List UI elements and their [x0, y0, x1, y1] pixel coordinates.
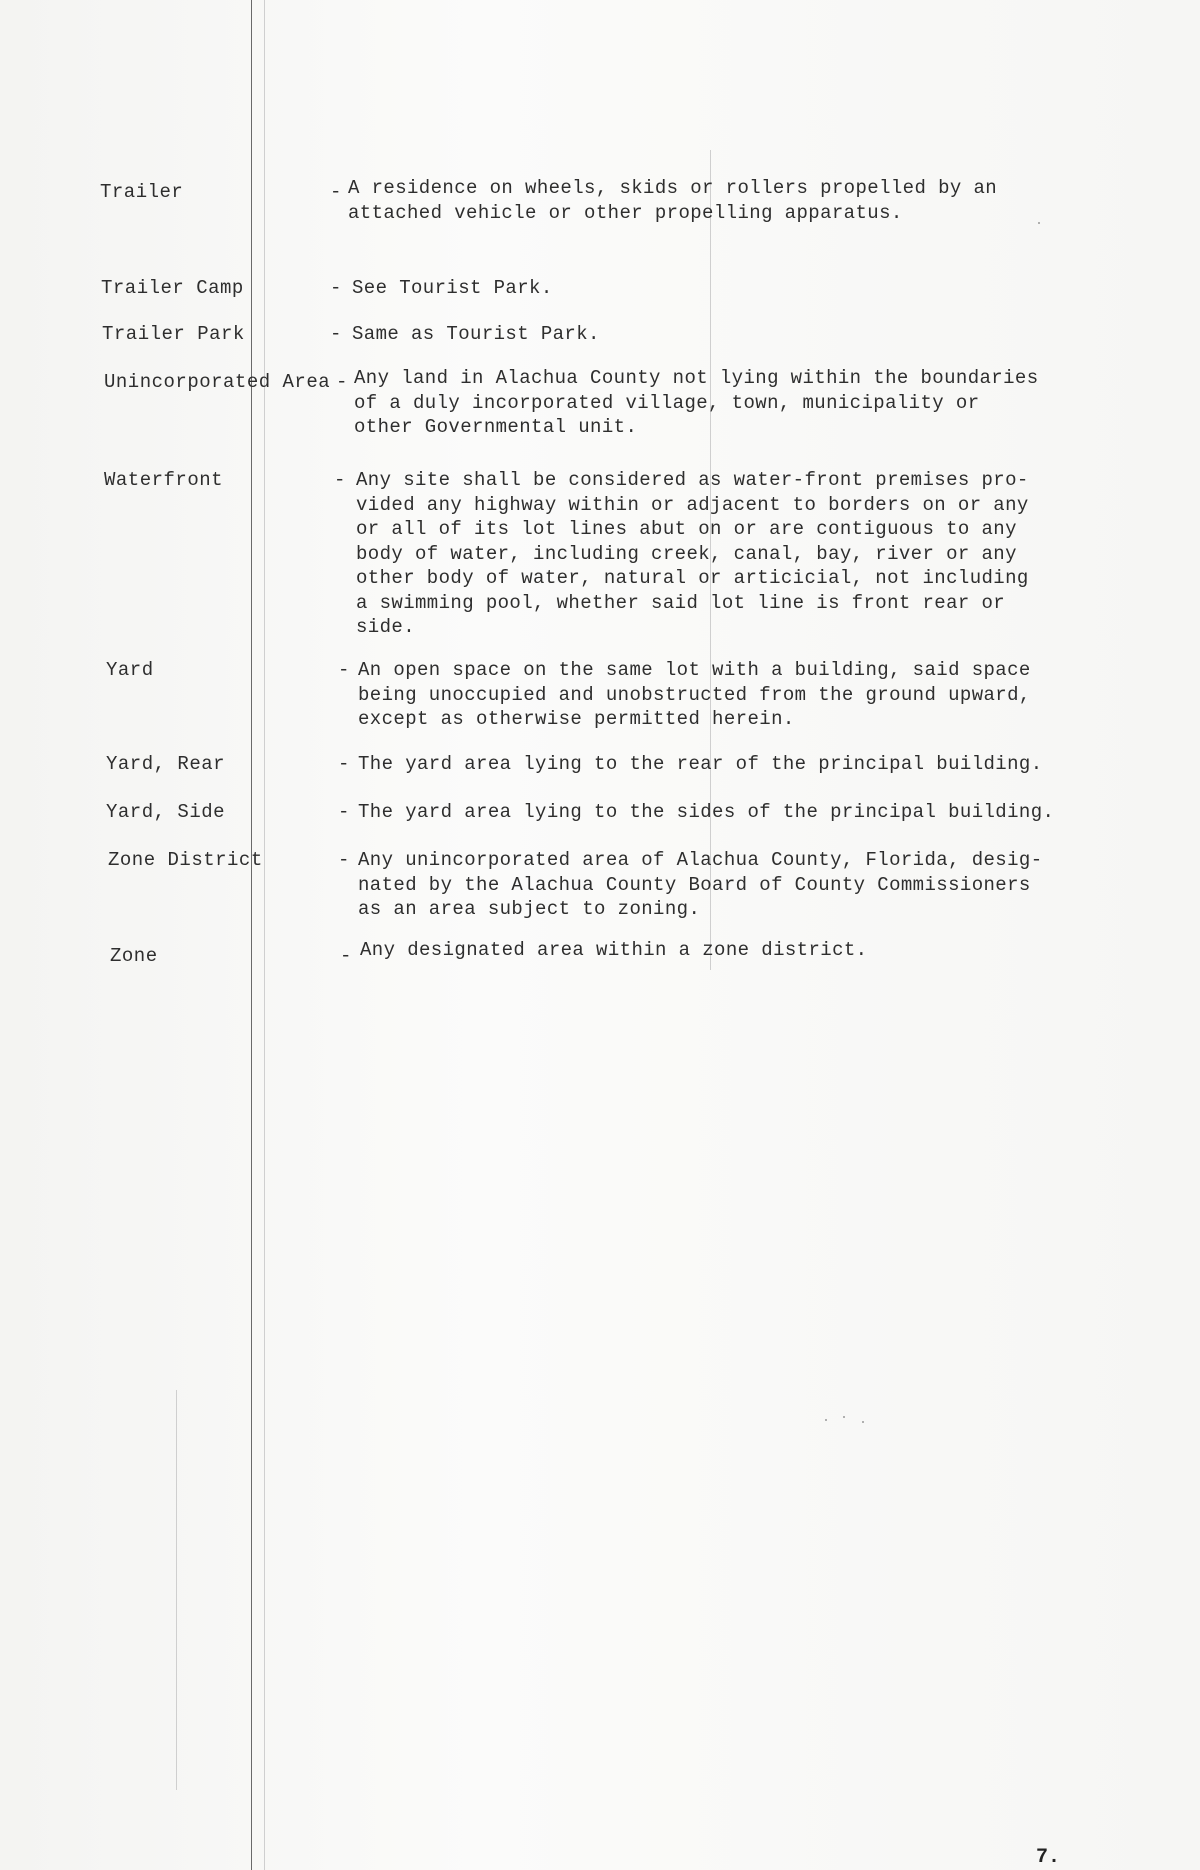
separator-dash: -: [338, 753, 350, 775]
definition: A residence on wheels, skids or rollers propelled by an attached vehicle or other propelling apparatus.: [348, 177, 998, 224]
term: Zone District: [108, 849, 263, 871]
scan-speck: [825, 1419, 827, 1421]
scan-speck: [843, 1416, 845, 1418]
definition: Any unincorporated area of Alachua County, Florida, desig- nated by the Alachua County Board of County Commissioners as an area subject to zoning.: [358, 849, 1043, 920]
term: Trailer Park: [102, 323, 245, 345]
term: Yard, Rear: [106, 753, 226, 775]
term: Yard, Side: [106, 801, 226, 823]
definition: The yard area lying to the sides of the principal building.: [358, 801, 1055, 823]
definition: Any land in Alachua County not lying within the boundaries of a duly incorporated village, town, municipality or other Governmental unit.: [354, 367, 1039, 438]
scan-speck: [862, 1421, 864, 1423]
scan-line: [176, 1390, 177, 1790]
separator-dash: -: [338, 659, 350, 681]
term: Unincorporated Area: [104, 371, 331, 393]
term: Waterfront: [104, 469, 224, 491]
definition: Any site shall be considered as water-front premises pro- vided any highway within or adjacent to borders on or any or all of its lot lines abut on or are contiguous to any body of water, including creek, canal, bay, river or any other body of water, natural or articicial, not including a swimming pool, whether said lot line is front rear or side.: [356, 469, 1029, 638]
definition: Any designated area within a zone district.: [360, 939, 868, 961]
separator-dash: -: [330, 323, 342, 345]
separator-dash: -: [330, 181, 342, 203]
definition: See Tourist Park.: [352, 277, 553, 299]
term: Yard: [106, 659, 154, 681]
definition: Same as Tourist Park.: [352, 323, 600, 345]
separator-dash: -: [330, 277, 342, 299]
scan-line: [264, 0, 265, 1870]
separator-dash: -: [340, 945, 352, 967]
definition: The yard area lying to the rear of the principal building.: [358, 753, 1043, 775]
scan-line: [251, 0, 252, 1870]
separator-dash: -: [338, 849, 350, 871]
separator-dash: -: [338, 801, 350, 823]
separator-dash: -: [334, 469, 346, 491]
separator-dash: -: [336, 371, 348, 393]
term: Trailer Camp: [101, 277, 244, 299]
definition: An open space on the same lot with a building, said space being unoccupied and unobstructed from the ground upward, except as otherwise permitted herein.: [358, 659, 1031, 730]
term: Zone: [110, 945, 158, 967]
term: Trailer: [100, 181, 184, 203]
page-number: 7.: [1036, 1846, 1061, 1869]
